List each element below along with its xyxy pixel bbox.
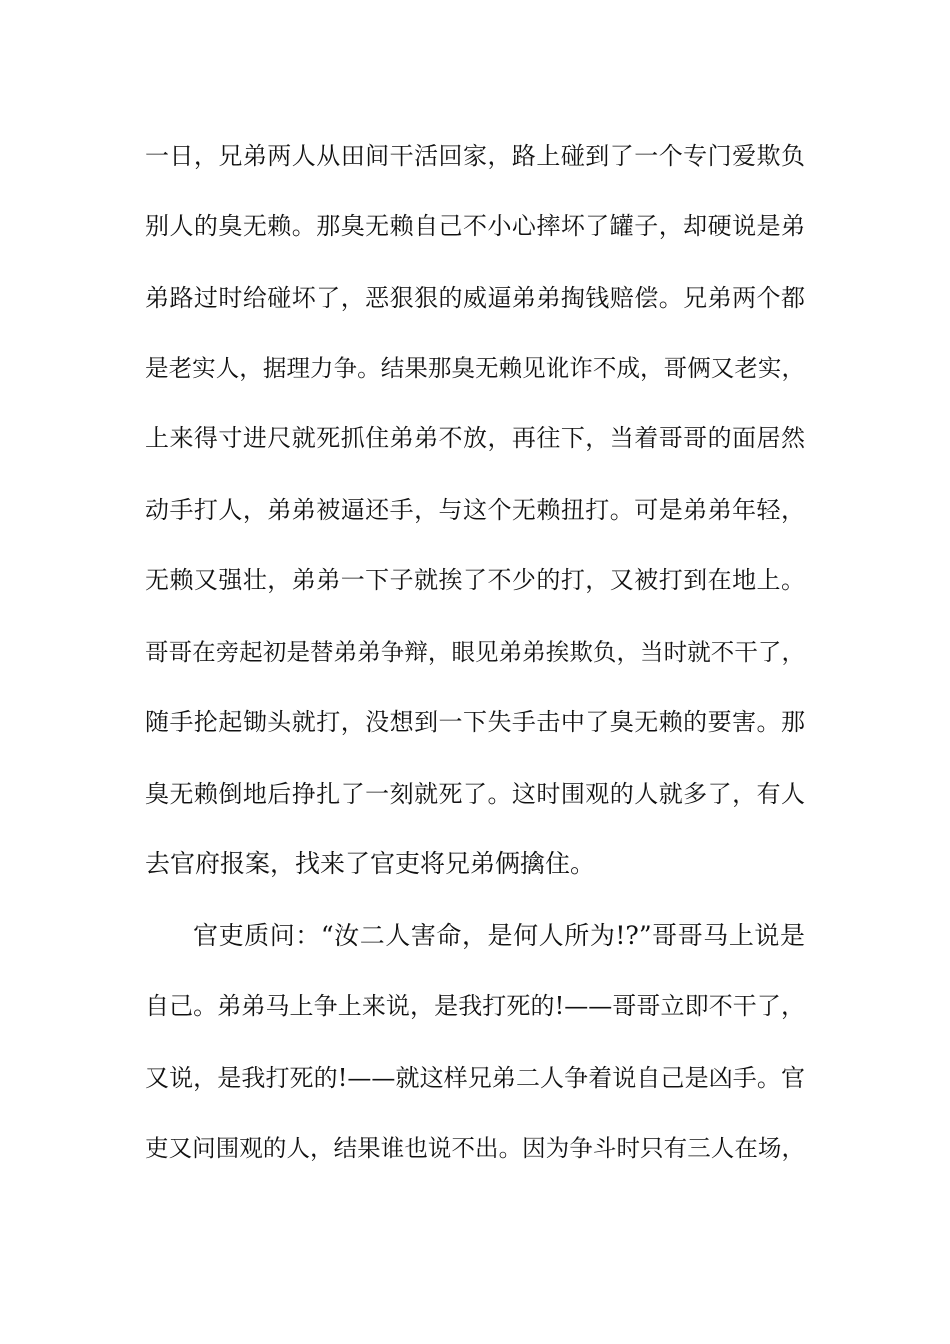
paragraph-line: 动手打人，弟弟被逼还手，与这个无赖扭打。可是弟弟年轻， [145, 496, 805, 524]
paragraph-line: 上来得寸进尺就死抓住弟弟不放，再往下，当着哥哥的面居然 [145, 424, 805, 452]
paragraph-line: 臭无赖倒地后挣扎了一刻就死了。这时围观的人就多了，有人 [145, 780, 805, 808]
paragraph-line: 无赖又强壮，弟弟一下子就挨了不少的打，又被打到在地上。 [145, 566, 805, 594]
paragraph-line: 随手抡起锄头就打，没想到一下失手击中了臭无赖的要害。那 [145, 708, 805, 736]
paragraph-line: 是老实人，据理力争。结果那臭无赖见讹诈不成，哥俩又老实， [145, 354, 805, 382]
paragraph-line: 又说，是我打死的!——就这样兄弟二人争着说自己是凶手。官 [145, 1064, 805, 1092]
paragraph-line: 去官府报案，找来了官吏将兄弟俩擒住。 [145, 849, 596, 878]
paragraph-line: 自己。弟弟马上争上来说，是我打死的!——哥哥立即不干了， [145, 992, 805, 1020]
paragraph-line: 哥哥在旁起初是替弟弟争辩，眼见弟弟挨欺负，当时就不干了， [145, 638, 805, 666]
paragraph-line: 官吏质问：“汝二人害命，是何人所为!?”哥哥马上说是 [193, 921, 805, 950]
paragraph-line: 一日，兄弟两人从田间干活回家，路上碰到了一个专门爱欺负 [145, 142, 805, 170]
paragraph-line: 吏又问围观的人，结果谁也说不出。因为争斗时只有三人在场， [145, 1134, 805, 1162]
paragraph-line: 弟路过时给碰坏了，恶狠狠的威逼弟弟掏钱赔偿。兄弟两个都 [145, 284, 805, 312]
paragraph-line: 别人的臭无赖。那臭无赖自己不小心摔坏了罐子，却硬说是弟 [145, 212, 805, 240]
